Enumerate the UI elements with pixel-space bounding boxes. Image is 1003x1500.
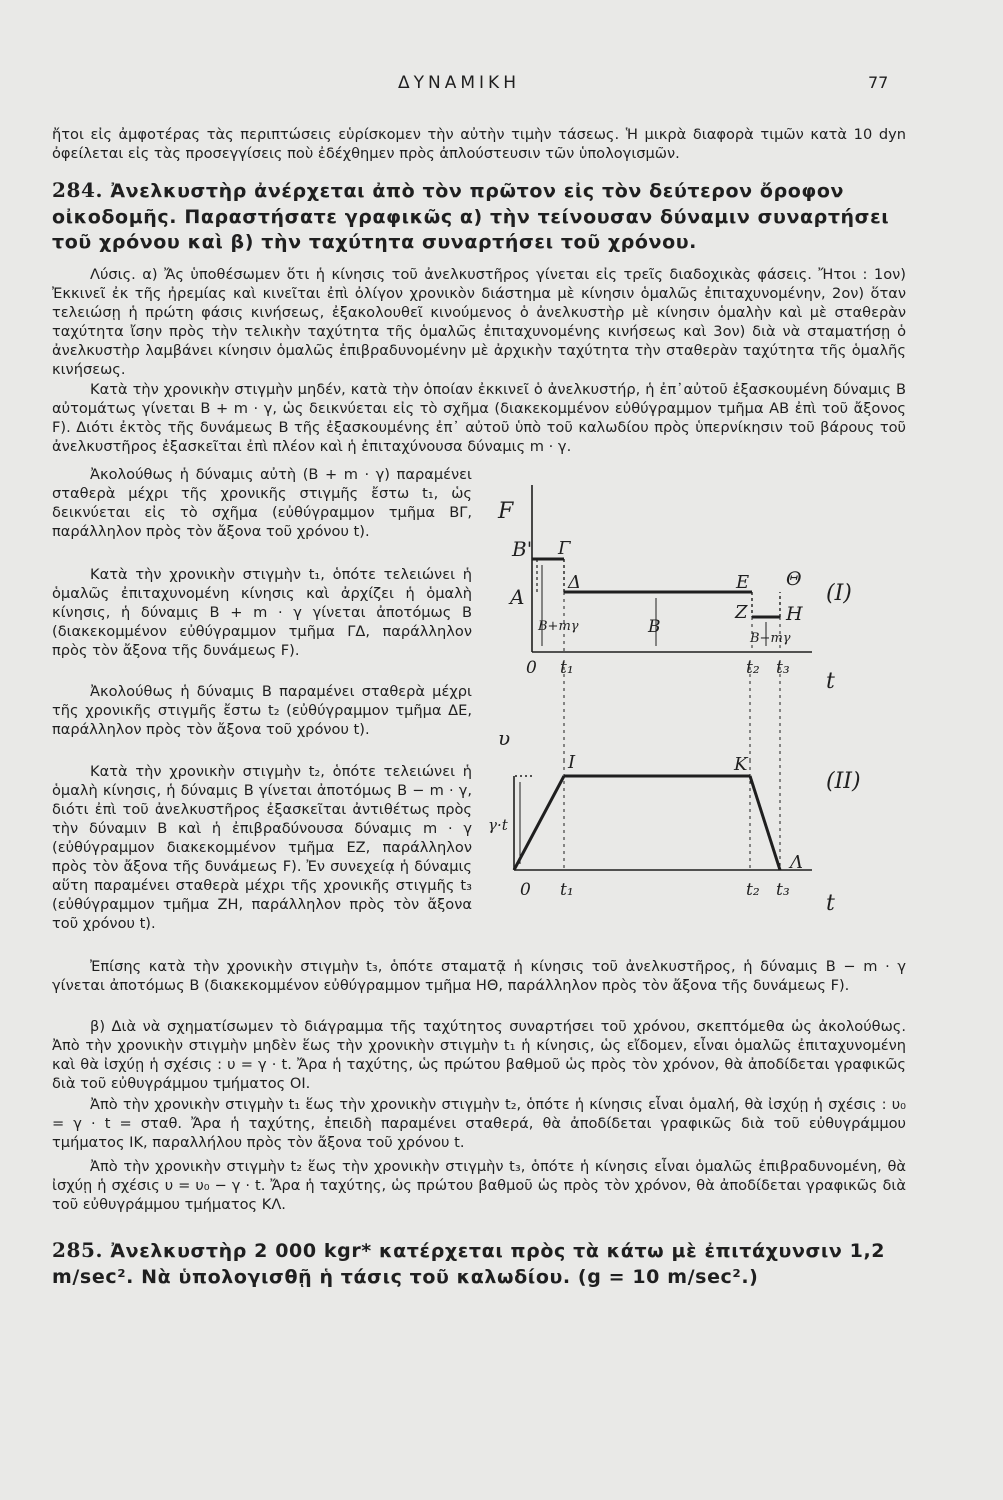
velocity-diagram [514, 660, 812, 870]
paragraph-t0: Κατὰ τὴν χρονικὴν στιγμὴν μηδέν, κατὰ τὴν ὁποίαν ἐκκινεῖ ὁ ἀνελκυστήρ, ἡ ἐπ᾽αὐτοῦ ἐξασκουμένη δύναμις Β αὐτομάτως γίνεται Β + m · γ, ὡς δεικνύεται εἰς τὸ σχῆμα (διακεκομμένον εὐθύγραμμον τμῆμα ΑΒ ἐπὶ τοῦ ἄξονος F). Διότι ἐκτὸς τῆς δυνάμεως Β τῆς ἐξασκουμένης ἐπ᾽ αὐτοῦ ὑπὸ τοῦ καλωδίου πρὸς ὑπερνίκησιν τοῦ βάρους τοῦ ἀνελκυστῆρος ἐξασκεῖται ἐπὶ πλέον καὶ ἡ ἐπιταχύνουσα δύναμις m · γ. [52, 381, 906, 455]
force-velocity-diagram [480, 470, 920, 940]
paragraph-t3: Ἐπίσης κατὰ τὴν χρονικὴν στιγμὴν t₃, ὁπότε σταματᾷ ἡ κίνησις τοῦ ἀνελκυστῆρος, ἡ δύναμις Β − m · γ γίνεται ἀποτόμως Β (διακεκομμένον εὐθύγραμμον τμῆμα ΗΘ, παράλληλον πρὸς τὸν ἄξονα τῆς δυνάμεως F). [52, 958, 906, 994]
problem-284 [52, 178, 906, 256]
label-origin-velocity: 0 [520, 880, 531, 900]
label-z: Z [735, 602, 748, 623]
problem-285 [52, 1238, 906, 1290]
label-delta: Δ [568, 572, 581, 593]
label-k: K [734, 754, 748, 775]
page-number: 77 [868, 73, 889, 92]
label-b-force: B [648, 617, 661, 637]
paragraph-b2: Ἀπὸ τὴν χρονικὴν στιγμὴν t₁ ἕως τὴν χρονικὴν στιγμὴν t₂, ὁπότε ἡ κίνησις εἶναι ὁμαλή, θὰ ἰσχύῃ ἡ σχέσις : υ₀ = γ · t = σταθ. Ἄρα ἡ ταχύτης, ἐπειδὴ παραμένει σταθερά, θὰ ἀποδίδεται γραφικῶς διὰ τοῦ εὐθυγράμμου τμήματος ΙΚ, παραλλήλου πρὸς τὸν ἄξονα τοῦ χρόνου t. [52, 1096, 906, 1151]
paragraph-t1: Κατὰ τὴν χρονικὴν στιγμὴν t₁, ὁπότε τελειώνει ἡ ὁμαλῶς ἐπιταχυνομένη κίνησις καὶ ἀρχίζει ἡ ὁμαλὴ κίνησις, ἡ δύναμις Β + m · γ γίνεται ἀποτόμως Β (διακεκομμένον εὐθύγραμμον τμῆμα ΓΔ, παράλληλον πρὸς τὸν ἄξονα τῆς δυνάμεως F). [52, 566, 472, 659]
segment-k-lambda [750, 776, 780, 870]
label-eta: H [786, 603, 803, 625]
intro-paragraph: ἤτοι εἰς ἀμφοτέρας τὰς περιπτώσεις εὑρίσκομεν τὴν αὐτὴν τιμὴν τάσεως. Ἡ μικρὰ διαφορὰ τιμῶν κατὰ 10 dyn ὀφείλεται εἰς τὰς προσεγγίσεις ποὺ ἐδέχθημεν πρὸς ἀπλούστευσιν τῶν ὑπολογισμῶν. [52, 126, 906, 162]
label-theta: Θ [786, 568, 802, 590]
paragraph-constant-force: Ἀκολούθως ἡ δύναμις αὐτὴ (Β + m · γ) παραμένει σταθερὰ μέχρι τῆς χρονικῆς στιγμῆς ἔστω t₁, ὡς δεικνύεται εἰς τὸ σχῆμα (εὐθύγραμμον τμῆμα ΒΓ, παράλληλον πρὸς τὸν ἄξονα τοῦ χρόνου t). [52, 466, 472, 540]
label-t2-velocity: t₂ [746, 880, 760, 900]
label-t2-force: t₂ [746, 658, 760, 678]
label-t-velocity: t [826, 891, 835, 916]
label-gamma: Γ [558, 538, 571, 559]
problem-284-statement: Ἀνελκυστὴρ ἀνέρχεται ἀπὸ τὸν πρῶτον εἰς τὸν δεύτερον ὄροφον οἰκοδομῆς. Παραστήσατε γραφικῶς α) τὴν τείνουσαν δύναμιν συναρτήσει τοῦ χρόνου καὶ β) τὴν ταχύτητα συναρτήσει τοῦ χρόνου. [52, 180, 890, 253]
label-b-plus-mg: B+mγ [538, 619, 579, 634]
segment-o-i [514, 776, 564, 870]
label-t3-force: t₃ [776, 658, 790, 678]
axis-label-v: υ [498, 726, 511, 750]
problem-284-number: 284. [52, 178, 104, 202]
axis-label-f: F [498, 499, 514, 524]
label-b-minus-mg: B−mγ [750, 631, 791, 646]
label-t1-force: t₁ [560, 658, 574, 678]
label-t1-velocity: t₁ [560, 880, 574, 900]
paragraph-b3: Ἀπὸ τὴν χρονικὴν στιγμὴν t₂ ἕως τὴν χρονικὴν στιγμὴν t₃, ὁπότε ἡ κίνησις εἶναι ὁμαλῶς ἐπιβραδυνομένη, θὰ ἰσχύῃ ἡ σχέσις υ = υ₀ − γ · t. Ἄρα ἡ ταχύτης, ὡς πρώτου βαθμοῦ ὡς πρὸς τὸν χρόνον, θὰ ἀποδίδεται γραφικῶς διὰ τοῦ εὐθυγράμμου τμήματος ΚΛ. [52, 1158, 906, 1213]
label-gamma-t: γ·t [488, 816, 508, 834]
running-title: ΔΥΝΑΜΙΚΗ [398, 73, 520, 93]
label-origin-force: 0 [526, 658, 537, 678]
paragraph-t2: Ἀκολούθως ἡ δύναμις Β παραμένει σταθερὰ μέχρι τῆς χρονικῆς στιγμῆς ἔστω t₂ (εὐθύγραμμον τμῆμα ΔΕ, παράλληλον πρὸς τὸν ἄξονα τοῦ χρόνου t). [52, 683, 472, 738]
label-i: I [568, 752, 576, 773]
label-e: E [736, 572, 750, 593]
page-header [0, 73, 1003, 95]
paragraph-t2b: Κατὰ τὴν χρονικὴν στιγμὴν t₂, ὁπότε τελειώνει ἡ ὁμαλὴ κίνησις, ἡ δύναμις Β γίνεται ἀποτόμως Β − m · γ, διότι ἐπὶ τοῦ ἀνελκυστῆρος ἐξασκεῖται ἀντιθέτως πρὸς τὴν δύναμιν Β καὶ ἡ ἐπιβραδύνουσα δύναμις m · γ (εὐθύγραμμον διακεκομμένον τμῆμα ΕΖ, παράλληλον πρὸς τὸν ἄξονα τῆς δυνάμεως F). Ἐν συνεχείᾳ ἡ δύναμις αὕτη παραμένει σταθερὰ μέχρι τῆς χρονικῆς στιγμῆς t₃ (εὐθύγραμμον τμῆμα ΖΗ, παράλληλον πρὸς τὸν ἄξονα τοῦ χρόνου t). [52, 763, 472, 932]
label-a: A [510, 585, 525, 609]
label-b-prime: B' [512, 537, 533, 561]
problem-285-statement: Ἀνελκυστὴρ 2 000 kgr* κατέρχεται πρὸς τὰ κάτω μὲ ἐπιτάχυνσιν 1,2 m/sec². Νὰ ὑπολογισθῇ ἡ τάσις τοῦ καλωδίου. (g = 10 m/sec².) [52, 1240, 886, 1288]
label-t-force: t [826, 669, 835, 694]
label-roman-ii: (II) [826, 769, 861, 794]
label-lambda: Λ [790, 852, 803, 873]
label-t3-velocity: t₃ [776, 880, 790, 900]
problem-285-number: 285. [52, 1238, 104, 1262]
solution-paragraph: Λύσις. α) Ἄς ὑποθέσωμεν ὅτι ἡ κίνησις τοῦ ἀνελκυστῆρος γίνεται εἰς τρεῖς διαδοχικὰς φάσεις. Ἤτοι : 1ον) Ἐκκινεῖ ἐκ τῆς ἠρεμίας καὶ κινεῖται ἐπὶ ὀλίγον χρονικὸν διάστημα μὲ κίνησιν ὁμαλῶς ἐπιταχυνομένην, 2ον) ὅταν τελειώσῃ ἡ πρώτη φάσις κινήσεως, ἐξακολουθεῖ κινούμενος ὁ ἀνελκυστὴρ μὲ κίνησιν ὁμαλὴν καὶ μὲ σταθερὰν ταχύτητα ἴσην πρὸς τὴν τελικὴν ταχύτητα τῆς ὁμαλῶς ἐπιταχυνομένης κινήσεως καὶ 3ον) διὰ νὰ σταματήσῃ ὁ ἀνελκυστὴρ λαμβάνει κίνησιν ὁμαλῶς ἐπιβραδυνομένην μὲ ἀρχικὴν ταχύτητα τὴν σταθερὰν ταχύτητα τῆς ὁμαλῆς κινήσεως. [52, 266, 906, 378]
paragraph-b: β) Διὰ νὰ σχηματίσωμεν τὸ διάγραμμα τῆς ταχύτητος συναρτήσει τοῦ χρόνου, σκεπτόμεθα ὡς ἀκολούθως. Ἀπὸ τὴν χρονικὴν στιγμὴν μηδὲν ἕως τὴν χρονικὴν στιγμὴν t₁ ἡ κίνησις, ὡς εἴδομεν, εἶναι ὁμαλῶς ἐπιταχυνομένη καὶ θὰ ἰσχύῃ ἡ σχέσις : υ = γ · t. Ἄρα ἡ ταχύτης, ὡς πρώτου βαθμοῦ ὡς πρὸς τὸν χρόνον, θὰ ἀποδίδεται γραφικῶς διὰ τοῦ εὐθυγράμμου τμήματος ΟΙ. [52, 1018, 906, 1092]
label-roman-i: (I) [826, 581, 852, 606]
